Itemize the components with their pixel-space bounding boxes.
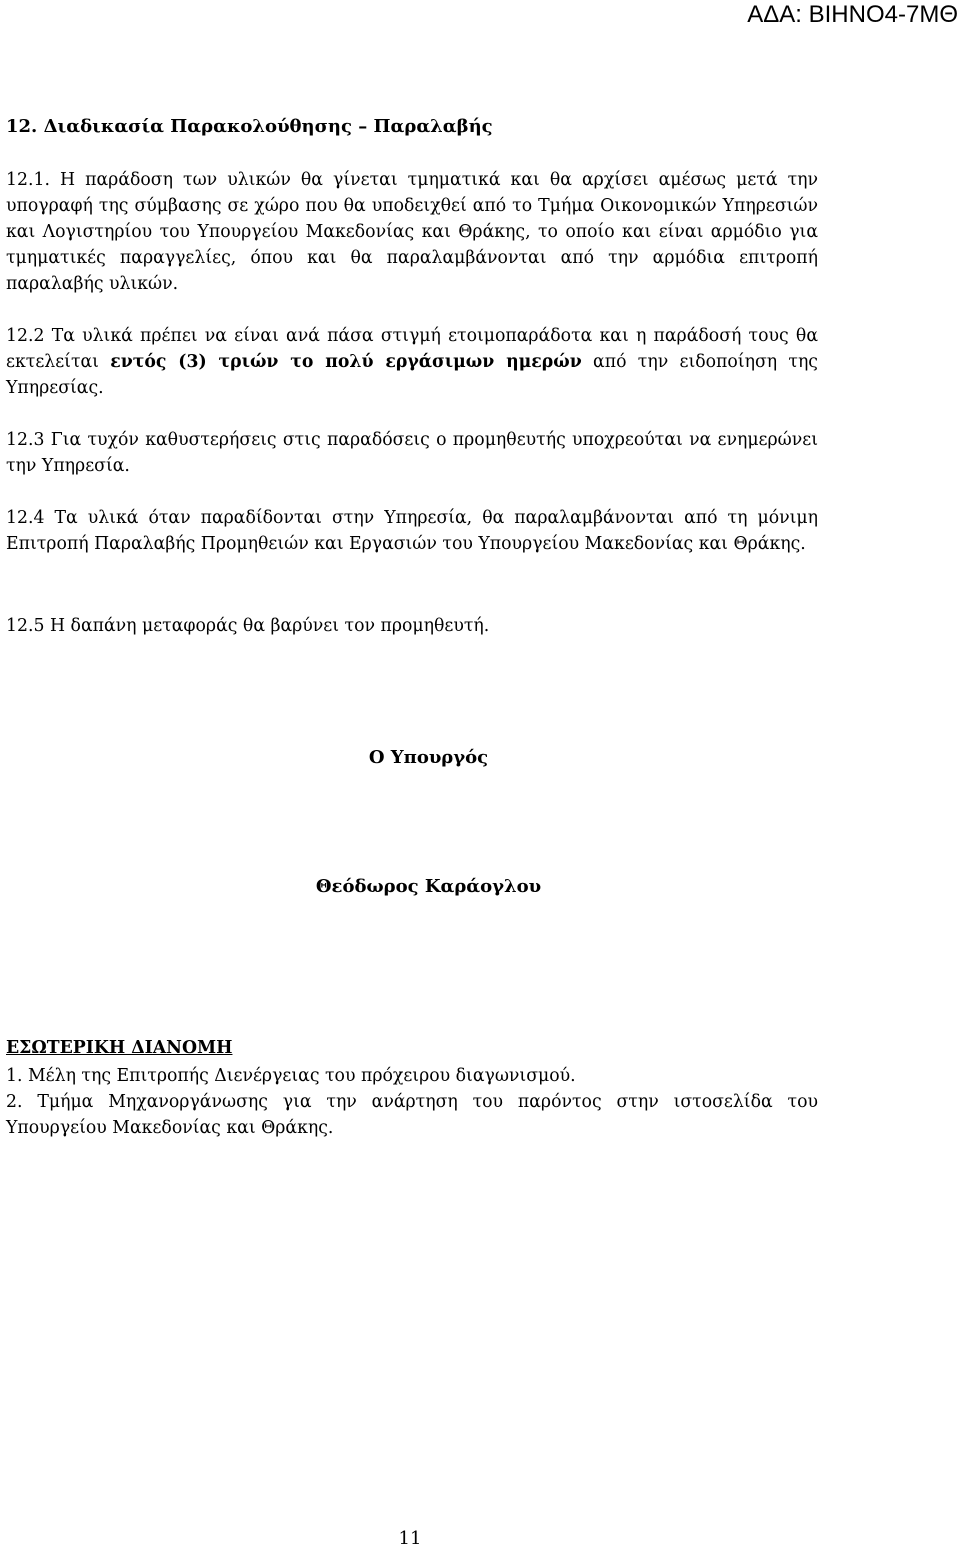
ada-code: ΑΔΑ: ΒΙΗΝΟ4-7ΜΘ	[747, 1, 958, 28]
paragraph-12-5: 12.5 Η δαπάνη μεταφοράς θα βαρύνει τον προμηθευτή.	[6, 616, 490, 636]
paragraph-12-2-tail: από την ειδοποίηση της Υπηρεσίας.	[6, 352, 818, 398]
paragraph-12-2	[6, 323, 818, 401]
page-number: 11	[398, 1528, 422, 1549]
distribution-item: 2. Τμήμα Μηχανοργάνωσης για την ανάρτηση του παρόντος στην ιστοσελίδα του Υπουργείου Μακεδονίας και Θράκης.	[6, 1092, 818, 1138]
delivery-deadline: εντός (3) τριών το πολύ εργάσιμων ημερών	[110, 352, 582, 372]
distribution-item: 1. Μέλη της Επιτροπής Διενέργειας του πρόχειρου διαγωνισμού.	[6, 1066, 576, 1086]
paragraph-12-4: 12.4 Τα υλικά όταν παραδίδονται στην Υπηρεσία, θα παραλαμβάνονται από τη μόνιμη Επιτροπή Παραλαβής Προμηθειών και Εργασιών του Υπουργείου Μακεδονίας και Θράκης.	[6, 508, 818, 554]
section-title: 12. Διαδικασία Παρακολούθησης – Παραλαβής	[6, 116, 493, 137]
signatory-name: Θεόδωρος Καράογλου	[315, 876, 542, 897]
paragraph-12-3: 12.3 Για τυχόν καθυστερήσεις στις παραδόσεις ο προμηθευτής υποχρεούται να ενημερώνει την Υπηρεσία.	[6, 430, 818, 476]
distribution-title: ΕΣΩΤΕΡΙΚΗ ΔΙΑΝΟΜΗ	[6, 1038, 233, 1058]
paragraph-12-2-text: 12.2 Τα υλικά πρέπει να είναι ανά πάσα στιγμή ετοιμοπαράδοτα και η παράδοσή τους θα εκτελείται	[6, 326, 818, 372]
paragraph-12-1: 12.1. Η παράδοση των υλικών θα γίνεται τμηματικά και θα αρχίσει αμέσως μετά την υπογραφή της σύμβασης σε χώρο που θα υποδειχθεί από το Τμήμα Οικονομικών Υπηρεσιών και Λογιστηρίου του Υπουργείου Μακεδονίας και Θράκης, το οποίο και είναι αρμόδιο για τμηματικές παραγγελίες, όπου και θα παραλαμβάνονται από την αρμόδια επιτροπή παραλαβής υλικών.	[6, 170, 818, 294]
signatory-role: Ο Υπουργός	[368, 747, 489, 768]
